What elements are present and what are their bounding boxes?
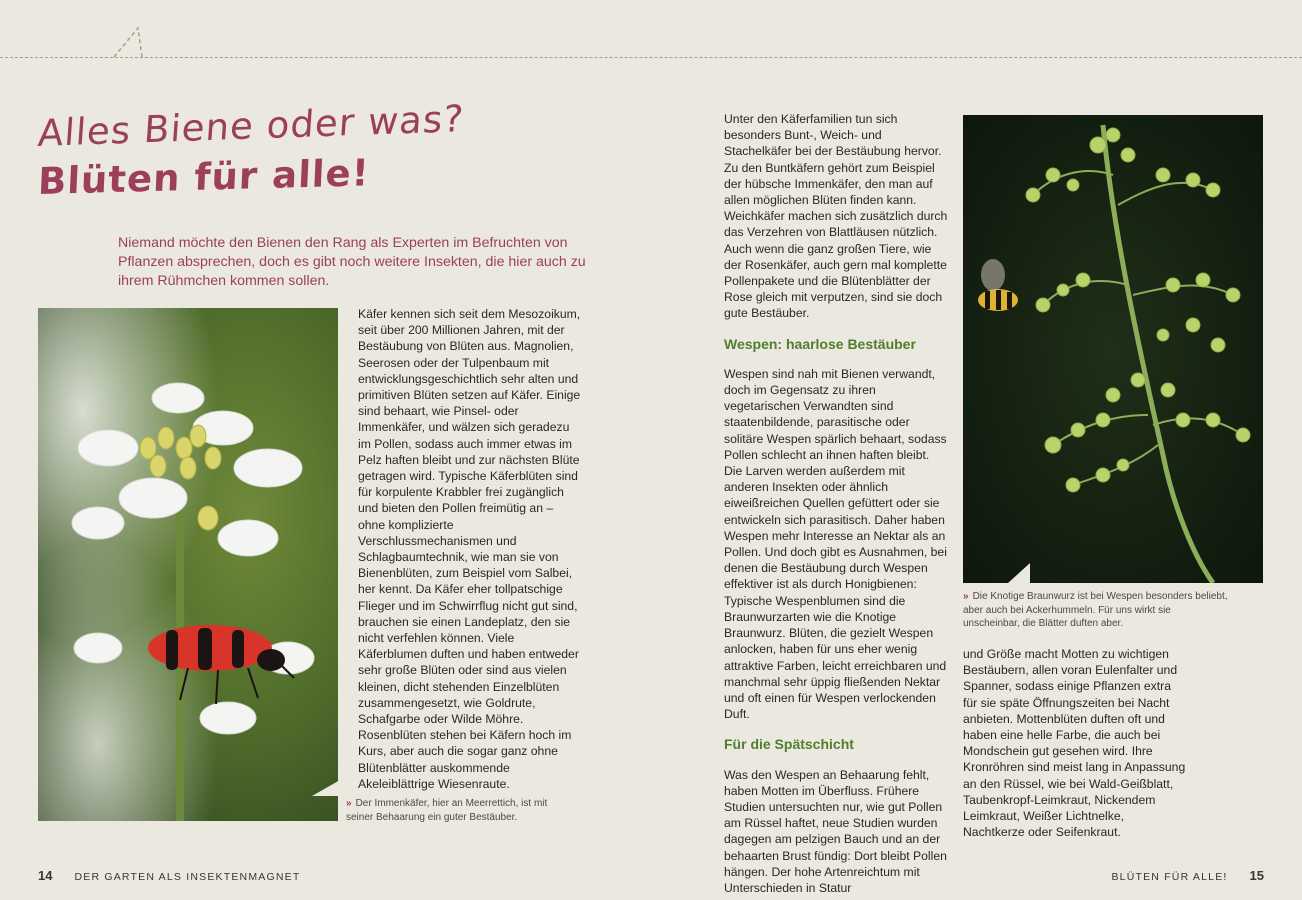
running-title-right: BLÜTEN FÜR ALLE! [1111, 871, 1228, 883]
subhead-wasps: Wespen: haarlose Bestäuber [724, 335, 916, 352]
caption-right [963, 590, 1228, 631]
column-2 [724, 111, 950, 896]
caption-pointer-left [312, 780, 340, 798]
caption-arrow-icon-right: » [963, 591, 969, 602]
headline-line2: Blüten für alle! [37, 151, 371, 203]
moths-continued-paragraph: und Größe macht Motten zu wichtigen Bestäubern, allen voran Eulenfalter und Spanner, sodass einige Pflanzen extra für sie späte Öffnungszeiten bei Nacht anbieten. Mottenblüten duften oft und haben eine helle Farbe, die auch bei Mondschein gut gesehen wird. Ihre Kronröhren sind meist lang in Anpassung an den Rüssel, wie bei Wald-Geißblatt, Taubenkropf-Leimkraut, Nickendem Leimkraut, Weißer Lichtnelke, Nachtkerze oder Seifenkraut. [963, 647, 1186, 840]
headline-line1: Alles Biene oder was? [36, 97, 466, 155]
caption-pointer-right [1008, 563, 1030, 583]
column-3 [963, 646, 1188, 840]
moths-paragraph: Was den Wespen an Behaarung fehlt, haben Motten im Überfluss. Frühere Studien untersuchten nur, wie gut Pollen am Rüssel haftet, neue Studien wurden dagegen am pelzigen Bauch und an der behaarten Brust fündig: Dort bleibt Pollen hängen. Der hohe Artenreichtum mit Unterschieden in Statur [724, 767, 947, 895]
dashed-divider [0, 57, 1302, 58]
intro-paragraph: Niemand möchte den Bienen den Rang als Experten im Befruchten von Pflanzen absprechen, doch es gibt noch weitere Insekten, die hier auch zu ihrem Rühmchen kommen sollen. [118, 235, 586, 289]
figwort-photo [963, 115, 1263, 583]
caption-left-text: Der Immenkäfer, hier an Meerrettich, ist mit seiner Behaarung ein guter Bestäuber. [346, 798, 548, 823]
wasps-paragraph: Wespen sind nah mit Bienen verwandt, doch im Gegensatz zu ihren vegetarischen Verwandten sind staatenbildende, parasitische oder solitäre Wespen spärlich behaart, sodass Pollen schlecht an ihnen haften bleibt. Die Larven werden außerdem mit anderen Insekten oder ähnlich eiweißreichen Quellen gefüttert oder sie entwickeln sich parasitisch. Daher haben Wespen mehr Interesse an Nektar als an Pollen. Und doch gibt es Ausnahmen, bei denen die Bestäubung durch Wespen effektiver ist als durch Honigbienen: Typische Wespenblumen sind die Braunwurzarten wie die Knotige Braunwurz. Blüten, die gezielt Wespen anlocken, haben für uns eher wenig attraktive Farben, leicht erreichbaren und manchmal sehr üppig fließenden Nektar und oft einen für Wespen verlockenden Duft. [724, 366, 947, 722]
page-number-left: 14 [38, 868, 53, 883]
dashed-peak-decoration [112, 24, 148, 60]
beetle-photo [38, 308, 338, 821]
subhead-night-shift: Für die Spätschicht [724, 736, 854, 753]
beetle-paragraph: Käfer kennen sich seit dem Mesozoikum, seit über 200 Millionen Jahren, mit der Bestäubung von Blüten aus. Magnolien, Seerosen oder der Tulpenbaum mit entwicklungsgeschichtlich sehr alten und primitiven Blüten setzen auf Käfer. Einige sind behaart, wie Pinsel- oder Immenkäfer, und wälzen sich geradezu im Pollen, sodass auch immer etwas im Pelz haften bleibt und zur nächsten Blüte getragen wird. Typische Käferblüten sind für korpulente Krabbler frei zugänglich und bieten den Pollen freimütig an – ohne komplizierte Verschlussmechanismen und Schlagbaumtechnik, wie man sie von Bienenblüten, zum Beispiel vom Salbei, her kennt. Da Käfer eher tollpatschige Flieger und im Schwirrflug nicht gut sind, brauchen sie einen Landeplatz, den sie nicht verfehlen können. Viele Käferblumen duften und haben entweder sehr große Blüten oder sind aus vielen kleinen, dicht stehenden Einzelblüten zusammengesetzt, wie Goldrute, Schafgarbe oder Wilde Möhre. Rosenblüten stehen bei Käfern hoch im Kurs, aber auch die sogar ganz ohne Blütenblätter auskommende Akeleiblättrige Wiesenraute. [358, 307, 581, 791]
running-title-left: DER GARTEN ALS INSEKTENMAGNET [74, 871, 301, 883]
caption-right-text: Die Knotige Braunwurz ist bei Wespen besonders beliebt, aber auch bei Ackerhummeln. Für uns wirkt sie unscheinbar, die Blätter duften aber. [963, 591, 1228, 629]
footer-right [1111, 868, 1264, 883]
beetle-families-paragraph: Unter den Käferfamilien tun sich besonders Bunt-, Weich- und Stachelkäfer bei der Bestäubung hervor. Zu den Buntkäfern gehört zum Beispiel der hübsche Immenkäfer, den man auf allen möglichen Blüten finden kann. Weichkäfer machen sich zusätzlich durch das Verzehren von Blattläusen nützlich. Auch wenn die ganz großen Tiere, wie der Rosenkäfer, auch gern mal komplette Pollenpakete und die Blütenblätter der Rose gleich mit verputzen, sind sie doch gute Bestäuber. [724, 112, 948, 321]
caption-left [346, 797, 576, 824]
caption-arrow-icon: » [346, 798, 352, 809]
footer-left [38, 868, 300, 883]
page-number-right: 15 [1249, 868, 1264, 883]
column-1 [358, 306, 582, 792]
